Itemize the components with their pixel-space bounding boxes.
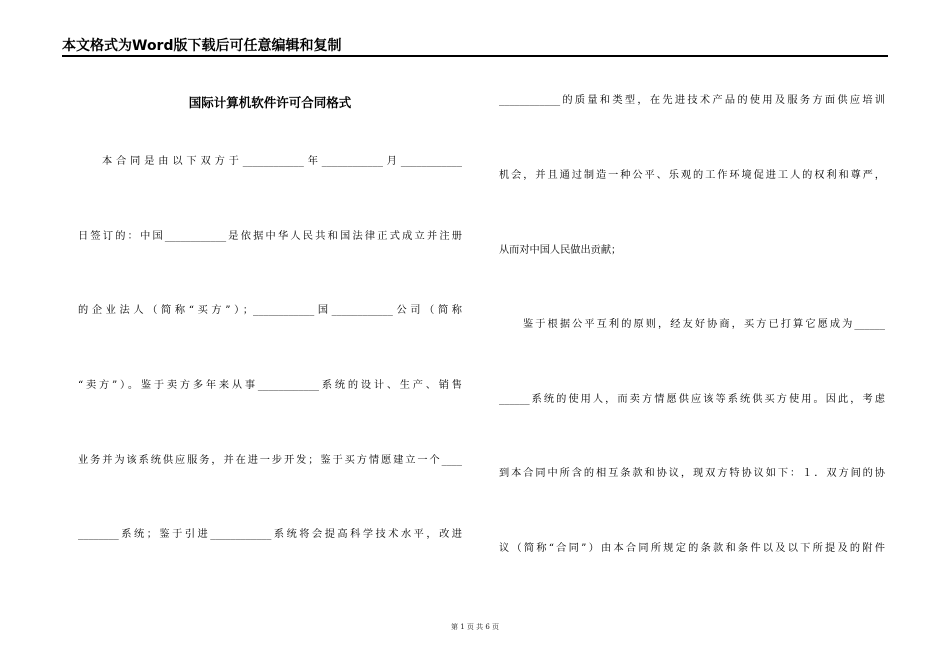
right-line-4: 鉴于根据公平互利的原则，经友好协商，买方已打算它愿成为______ xyxy=(523,319,885,330)
download-banner: 本文格式为Word版下载后可任意编辑和复制 xyxy=(62,38,342,54)
right-line-1: ____________的质量和类型，在先进技术产品的使用及服务方面供应培训 xyxy=(499,95,885,106)
left-line-5: 业务并为该系统供应服务，并在进一步开发；鉴于买方情愿建立一个____ xyxy=(78,455,462,466)
banner-divider xyxy=(62,55,888,57)
left-line-4: “卖方”）。鉴于卖方多年来从事____________系统的设计、生产、销售 xyxy=(78,380,462,391)
left-line-1: 本合同是由以下双方于____________年____________月____________ xyxy=(102,156,462,167)
left-line-6: ________系统；鉴于引进____________系统将会提高科学技术水平，改进 xyxy=(78,529,462,540)
page-number: 第 1 页 共 6 页 xyxy=(450,623,500,631)
left-line-2: 日签订的：中国____________是依据中华人民共和国法律正式成立并注册 xyxy=(78,231,462,242)
document-title: 国际计算机软件许可合同格式 xyxy=(188,95,352,110)
right-line-7: 议（简称“合同”）由本合同所规定的条款和条件以及以下所提及的附件 xyxy=(499,543,885,554)
right-line-6: 到本合同中所含的相互条款和协议，现双方特协议如下：１．双方间的协 xyxy=(499,468,885,479)
right-line-2: 机会，并且通过制造一种公平、乐观的工作环境促进工人的权利和尊严， xyxy=(499,170,885,181)
right-line-5: ______系统的使用人，而卖方情愿供应该等系统供买方使用。因此，考虑 xyxy=(499,394,885,405)
right-line-3: 从而对中国人民做出贡献； xyxy=(499,245,622,256)
left-line-3: 的企业法人（简称“买方”）；____________国____________公司（简称 xyxy=(78,305,462,316)
